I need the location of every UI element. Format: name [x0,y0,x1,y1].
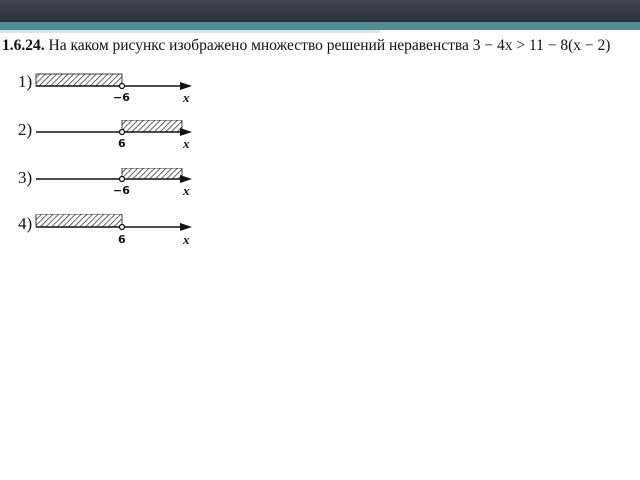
point-label: 6 [118,233,126,246]
option-label: 4) [18,214,33,233]
accent-underline [0,30,380,33]
axis-var-label: x [183,183,190,198]
shaded-region [36,74,122,86]
option-label: 1) [18,72,33,91]
open-point [120,225,125,230]
number-line [30,214,200,240]
accent-bar [0,22,640,30]
option-label: 3) [18,168,33,187]
point-label: 6 [118,137,126,150]
arrow-head [180,223,192,231]
shaded-region [36,214,122,227]
point-label: −6 [113,91,130,104]
arrow-head [180,128,192,136]
shaded-region [122,168,182,179]
option-1[interactable] [0,72,220,112]
axis-var-label: x [183,232,190,247]
arrow-head [180,175,192,183]
axis-var-label: x [183,90,190,105]
shaded-region [122,120,182,132]
problem-text: На каком рисункс изображено множество решений неравенства 3 − 4x > 11 − 8(x − 2) [48,37,611,54]
open-point [120,84,125,89]
axis-var-label: x [183,136,190,151]
arrow-head [180,82,192,90]
option-3[interactable] [0,168,220,208]
point-label: −6 [113,184,130,197]
option-2[interactable] [0,120,220,160]
problem-statement [2,37,638,55]
problem-number: 1.6.24. [2,37,45,54]
title-bar [0,0,640,22]
open-point [120,130,125,135]
open-point [120,177,125,182]
option-4[interactable] [0,214,220,254]
option-label: 2) [18,120,33,139]
number-line [30,120,200,146]
